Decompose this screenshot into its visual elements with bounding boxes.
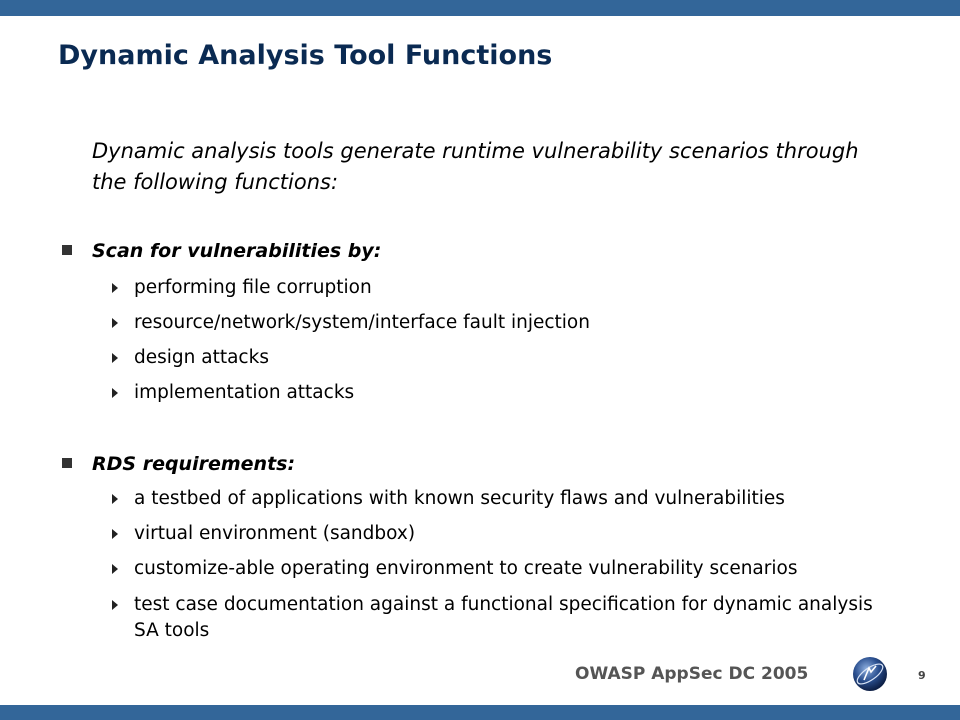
list-item <box>112 556 902 582</box>
list-item <box>112 275 902 301</box>
bottom-banner-bar <box>0 705 960 720</box>
intro-paragraph: Dynamic analysis tools generate runtime vulnerability scenarios through the following functions: <box>92 139 859 194</box>
list-item-text: performing file corruption <box>134 277 372 298</box>
square-bullet-icon <box>62 458 72 468</box>
section-heading-label: Scan for vulnerabilities by: <box>92 240 382 262</box>
arrow-bullet-icon <box>112 353 118 363</box>
list-item-text: a testbed of applications with known security flaws and vulnerabilities <box>134 488 785 509</box>
slide-title: Dynamic Analysis Tool Functions <box>58 40 553 71</box>
arrow-bullet-icon <box>112 388 118 398</box>
list-item <box>112 380 902 406</box>
list-item-text: virtual environment (sandbox) <box>134 523 416 544</box>
arrow-bullet-icon <box>112 283 118 293</box>
list-item <box>112 310 902 336</box>
arrow-bullet-icon <box>112 600 118 610</box>
owasp-globe-icon <box>852 656 888 692</box>
top-banner-bar <box>0 0 960 16</box>
page-number: 9 <box>918 669 926 682</box>
footer-event-name: OWASP AppSec DC 2005 <box>575 664 809 684</box>
list-item-text: customize-able operating environment to create vulnerability scenarios <box>134 558 798 579</box>
list-item <box>112 345 902 371</box>
section-heading-rds <box>62 453 295 475</box>
list-item-text: test case documentation against a functional specification for dynamic analysis SA tools <box>134 594 873 641</box>
section-heading-scan <box>62 240 381 262</box>
list-item <box>112 592 902 644</box>
square-bullet-icon <box>62 245 72 255</box>
arrow-bullet-icon <box>112 564 118 574</box>
list-item <box>112 521 902 547</box>
list-item-text: implementation attacks <box>134 382 355 403</box>
arrow-bullet-icon <box>112 494 118 504</box>
section-heading-label: RDS requirements: <box>92 453 296 475</box>
list-item <box>112 486 902 512</box>
arrow-bullet-icon <box>112 318 118 328</box>
list-item-text: design attacks <box>134 347 269 368</box>
arrow-bullet-icon <box>112 529 118 539</box>
list-item-text: resource/network/system/interface fault injection <box>134 312 590 333</box>
